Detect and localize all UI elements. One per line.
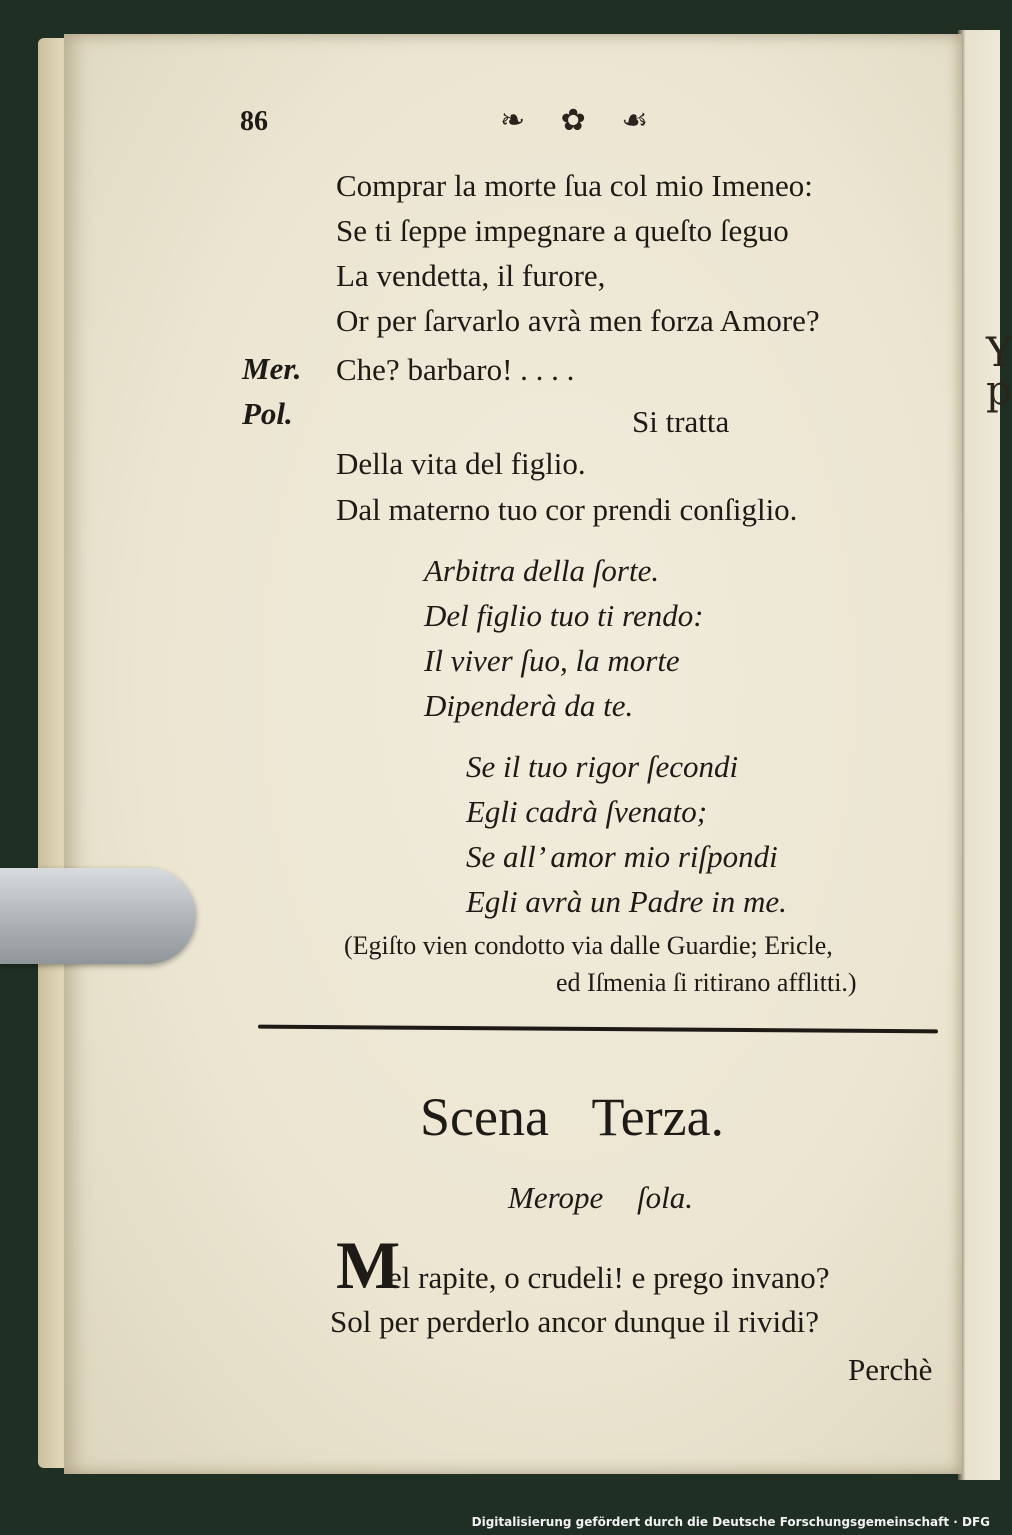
aria-line: Il viver ſuo, la morte <box>424 643 680 678</box>
verse-line: Comprar la morte ſua col mio Imeneo: <box>336 168 813 203</box>
verse-line: Se ti ſeppe impegnare a queſto ſeguo <box>336 213 789 248</box>
header-ornament: ❧ ✿ ☙ <box>500 104 663 137</box>
speaker-label: Pol. <box>242 396 293 431</box>
aria-line: Se all’ amor mio riſpondi <box>466 839 778 874</box>
verse-line: el rapite, o crudeli! e prego invano? <box>388 1260 830 1295</box>
catchword: Perchè <box>848 1352 933 1387</box>
aria-line: Del figlio tuo ti rendo: <box>424 598 704 633</box>
scene-subtitle: Merope ſola. <box>508 1180 693 1215</box>
dialogue-line: Si tratta <box>632 404 730 439</box>
verse-line: Dal materno tuo cor prendi conſiglio. <box>336 492 798 527</box>
aria-line: Se il tuo rigor ſecondi <box>466 749 739 784</box>
digitization-credit: Digitalisierung gefördert durch die Deutsche Forschungsgemeinschaft · DFG <box>471 1515 990 1529</box>
page-clip <box>0 868 196 964</box>
verse-line: Della vita del figlio. <box>336 446 586 481</box>
next-page-glyph: p <box>986 368 1012 414</box>
aria-line: Egli avrà un Padre in me. <box>466 884 787 919</box>
verse-line: La vendetta, il furore, <box>336 258 606 293</box>
verse-line: Sol per perderlo ancor dunque il rividi? <box>330 1304 819 1339</box>
scene-title: Scena Terza. <box>420 1087 725 1147</box>
aria-line: Egli cadrà ſvenato; <box>466 794 708 829</box>
aria-line: Dipenderà da te. <box>424 688 634 723</box>
page-number: 86 <box>240 106 268 137</box>
next-page-glyph: Y <box>986 330 1012 376</box>
speaker-label: Mer. <box>242 351 302 386</box>
stage-direction: (Egiſto vien condotto via dalle Guardie; Ericle, <box>344 931 833 960</box>
dialogue-line: Che? barbaro! . . . . <box>336 352 575 387</box>
verse-line: Or per ſarvarlo avrà men forza Amore? <box>336 303 820 338</box>
drop-cap: M <box>336 1227 401 1303</box>
next-page-edge <box>958 30 1012 1480</box>
stage-direction: ed Iſmenia ſi ritirano afflitti.) <box>556 968 857 997</box>
aria-line: Arbitra della ſorte. <box>424 553 660 588</box>
